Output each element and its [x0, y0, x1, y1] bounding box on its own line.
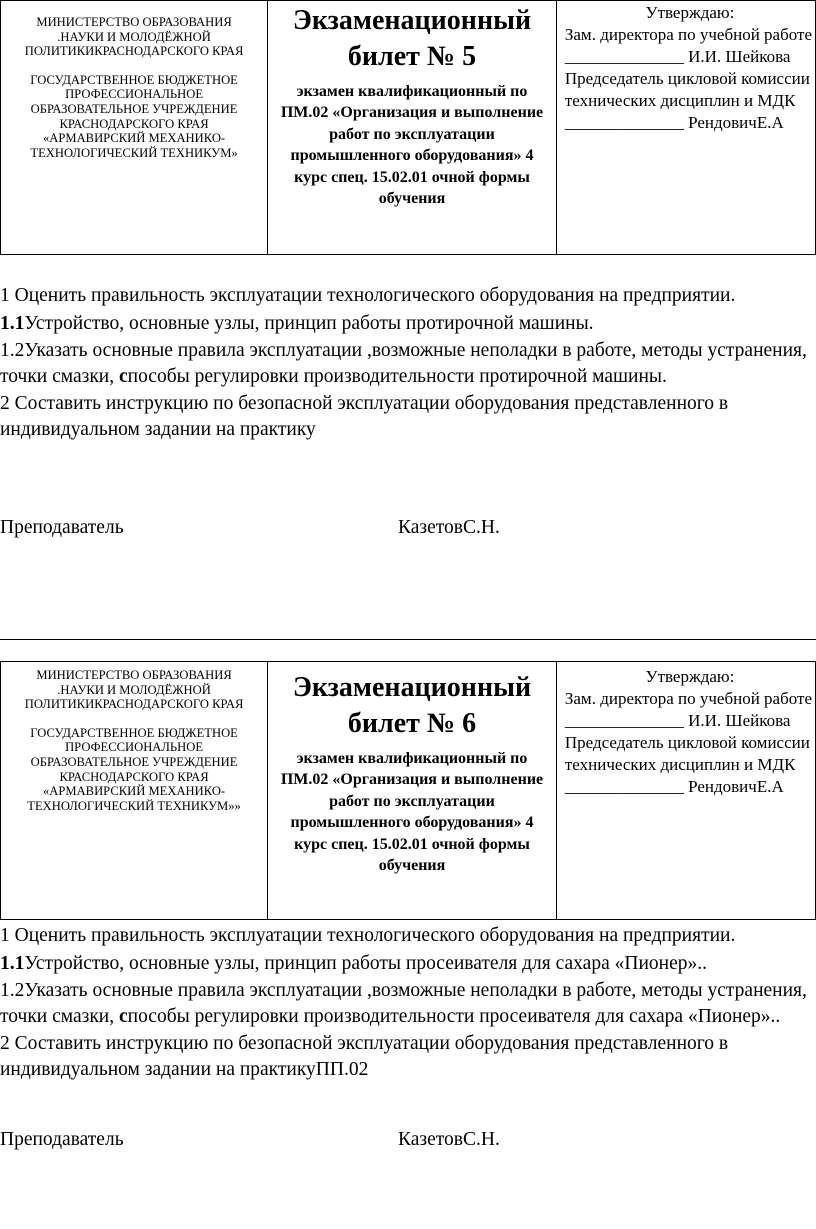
- ticket-tasks: [0, 283, 816, 443]
- task-1-2-bold-letter: с: [118, 1006, 128, 1028]
- task-1-1: [0, 951, 816, 977]
- task-1: 1 Оценить правильность эксплуатации технологического оборудования на предприятии.: [0, 285, 736, 306]
- teacher-label: Преподаватель: [0, 1129, 124, 1150]
- ticket-header-table: [0, 0, 816, 255]
- task-1-2-text-b: пособы регулировки производительности протирочной машины.: [127, 366, 667, 388]
- institution-name: ГОСУДАРСТВЕННОЕ БЮДЖЕТНОЕ ПРОФЕССИОНАЛЬНОЕ ОБРАЗОВАТЕЛЬНОЕ УЧРЕЖДЕНИЕ КРАСНОДАРСКОГО КРАЯ «АРМАВИРСКИЙ МЕХАНИКО-ТЕХНОЛОГИЧЕСКИЙ ТЕХНИКУМ»: [30, 72, 238, 160]
- deputy-signature: ______________ И.И. Шейкова: [564, 47, 791, 66]
- ticket-number: билет № 6: [347, 708, 477, 739]
- task-1-2-text-a: 1.2Указать основные правила эксплуатации ,возможные неполадки в работе, методы устранения, точки смазки,: [0, 979, 807, 1028]
- ministry-name: МИНИСТЕРСТВО ОБРАЗОВАНИЯ .НАУКИ И МОЛОДЁЖНОЙ ПОЛИТИКИКРАСНОДАРСКОГО КРАЯ: [24, 15, 244, 59]
- task-2: 2 Составить инструкцию по безопасной эксплуатации оборудования представленного в индивидуальном задании на практику: [0, 392, 729, 441]
- ticket-subtitle: экзамен квалификационный по ПМ.02 «Организация и выполнение работ по эксплуатации промышленного оборудования» 4 курс спец. 15.02.01 очной формы обучения: [280, 750, 544, 875]
- organization-cell: [1, 662, 268, 920]
- ticket-header-table: [0, 661, 816, 920]
- chair-title: Председатель цикловой комиссии технических дисциплин и МДК: [564, 733, 810, 774]
- title-cell: [268, 662, 557, 920]
- task-1-2: [0, 338, 816, 391]
- chair-title: Председатель цикловой комиссии технических дисциплин и МДК: [564, 69, 810, 110]
- ministry-name: МИНИСТЕРСТВО ОБРАЗОВАНИЯ .НАУКИ И МОЛОДЁЖНОЙ ПОЛИТИКИКРАСНОДАРСКОГО КРАЯ: [24, 668, 244, 712]
- task-1-2-text-a: 1.2Указать основные правила эксплуатации ,возможные неполадки в работе, методы устранения, точки смазки,: [0, 339, 807, 388]
- approval-cell: [556, 662, 815, 920]
- task-1-1-number: 1.1: [0, 313, 25, 335]
- chair-signature: ______________ РендовичЕ.А: [564, 777, 784, 796]
- task-1: 1 Оценить правильность эксплуатации технологического оборудования на предприятии.: [0, 925, 736, 946]
- teacher-signature-line: [0, 1127, 816, 1153]
- organization-cell: [1, 1, 268, 255]
- title-cell: [268, 1, 557, 255]
- approval-cell: [556, 1, 815, 255]
- approval-heading: Утверждаю:: [645, 667, 735, 686]
- deputy-title: Зам. директора по учебной работе: [564, 689, 813, 708]
- task-1-1-number: 1.1: [0, 953, 25, 975]
- ticket-number: билет № 5: [347, 41, 477, 72]
- task-1-1: [0, 311, 816, 337]
- task-2: 2 Составить инструкцию по безопасной эксплуатации оборудования представленного в индивидуальном задании на практикуПП.02: [0, 1032, 729, 1081]
- task-1-2-text-b: пособы регулировки производительности просеивателя для сахара «Пионер»..: [127, 1006, 781, 1028]
- ticket-title-line1: Экзаменационный: [292, 5, 532, 36]
- ticket-title: [268, 3, 556, 75]
- task-1-2-bold-letter: с: [118, 366, 128, 388]
- chair-signature: ______________ РендовичЕ.А: [564, 113, 784, 132]
- teacher-signature-line: [0, 515, 816, 541]
- institution-name: ГОСУДАРСТВЕННОЕ БЮДЖЕТНОЕ ПРОФЕССИОНАЛЬНОЕ ОБРАЗОВАТЕЛЬНОЕ УЧРЕЖДЕНИЕ КРАСНОДАРСКОГО КРАЯ «АРМАВИРСКИЙ МЕХАНИКО-ТЕХНОЛОГИЧЕСКИЙ ТЕХНИКУМ»»: [27, 725, 241, 813]
- teacher-name: КазетовС.Н.: [398, 517, 500, 538]
- deputy-title: Зам. директора по учебной работе: [564, 25, 813, 44]
- task-1-2: [0, 978, 816, 1031]
- ticket-tasks: [0, 923, 816, 1083]
- ticket-title: [268, 670, 556, 742]
- ticket-separator: [0, 639, 816, 640]
- task-1-1-text: Устройство, основные узлы, принцип работы протирочной машины.: [24, 313, 594, 335]
- task-1-1-text: Устройство, основные узлы, принцип работы просеивателя для сахара «Пионер»..: [24, 953, 707, 975]
- ticket-subtitle: экзамен квалификационный по ПМ.02 «Организация и выполнение работ по эксплуатации промышленного оборудования» 4 курс спец. 15.02.01 очной формы обучения: [280, 83, 544, 208]
- teacher-label: Преподаватель: [0, 517, 124, 538]
- approval-heading: Утверждаю:: [645, 3, 735, 22]
- ticket-title-line1: Экзаменационный: [292, 672, 532, 703]
- deputy-signature: ______________ И.И. Шейкова: [564, 711, 791, 730]
- teacher-name: КазетовС.Н.: [398, 1129, 500, 1150]
